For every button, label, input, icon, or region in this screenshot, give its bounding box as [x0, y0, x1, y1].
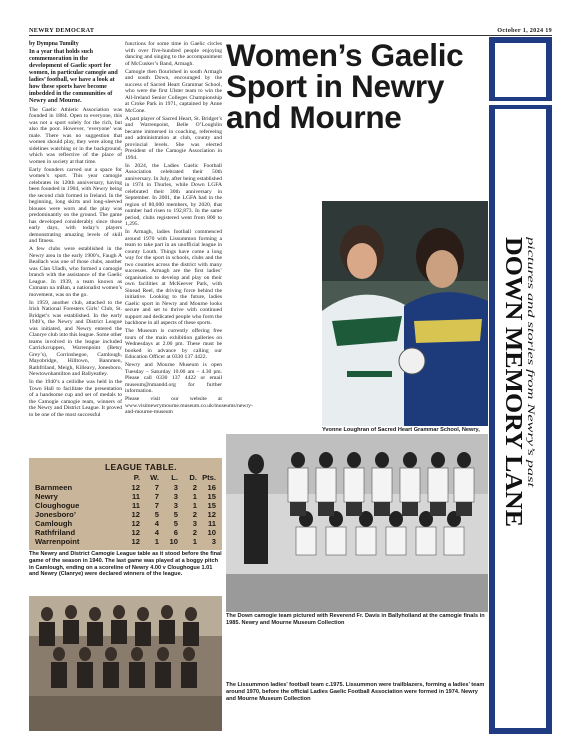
table-row: Rathfriland 12 4 6 2 10: [35, 528, 216, 537]
paragraph: Early founders carved out a space for women’s sport. This year camogie celebrates its 120th anniversary, having been founded in 1904, with Newry being the second club formed in Ireland. In the beginning, long skirts and long-sleeved blouses were worn and the play was predominantly on the ground. The game has developed considerably since those early days, with today’s players demonstrating amazing levels of skill and fitness.: [29, 166, 122, 244]
paragraph: Camogie then flourished in south Armagh and south Down, encouraged by the success of Sacred Heart Grammar School, who were the first Ulster team to win the All-Ireland Senior Colleges Championship at Croke Park in 1971, captained by Anne McCone.: [125, 68, 222, 114]
table-row: Barnmeen 12 7 3 2 16: [35, 483, 216, 492]
sidebar-title: DOWN MEMORY LANE: [500, 237, 526, 506]
headline: Women’s Gaelic Sport in Newry and Mourne: [226, 37, 464, 135]
article-column-1: [29, 41, 122, 420]
table-row: Newry 11 7 3 1 15: [35, 492, 216, 501]
publication-name: NEWRY DEMOCRAT: [29, 27, 95, 34]
sidebar-title-svg: [492, 237, 552, 537]
header-points: Pts.: [202, 473, 216, 482]
header-drawn: D.: [189, 473, 197, 482]
football-caption: Yvonne Loughran of Sacred Heart Grammar School, Newry,: [322, 427, 480, 433]
table-row: Camlough 12 4 5 3 11: [35, 519, 216, 528]
football-photo-image: [322, 201, 488, 426]
paragraph: In 2024, the Ladies Gaelic Football Association celebrated their 50th anniversary. In July, after being established in 1974 in Thurles, while Down LGFA celebrated their 30th anniversary in September. In 2001, the LGFA had in the region of 80,000 members, by 2020, that number had risen to 192,873. In the same period, clubs registered went from 800 to 1,295.: [125, 162, 222, 227]
paragraph: A few clubs were established in the Newry area in the early 1900’s, Faugh A Beallach was one of those clubs, another was Clan Uladh, who formed a camogie branch with the assistance of the Gaelic League. In 1939, a team known as Cumann na mBan, a nationalist women’s movement, was on the go.: [29, 246, 122, 298]
league-table-header: [35, 473, 216, 482]
down-team-caption: The Down camogie team pictured with Reverend Fr. Davis in Ballyholland at the camogie finals in 1985. Newry and Mourne Museum Collection: [226, 613, 485, 626]
football-photo: [322, 201, 488, 426]
lissummon-caption: The Lissummon ladies’ football team c.1975. Lissummon were trailblazers, forming a ladies’ team around 1970, before the official Ladies Gaelic Football Association were formed in 1974. Newry and Mourne Museum Collection: [226, 682, 485, 702]
league-table-caption: The Newry and District Camogie League table as it stood before the final game of the season in 1940. The last game was played at a boggy pitch in Camlough, ending on a scoreline of Newry 4.00 v Cloughogue 1.01 and Newry (Clanrye) were declared winners of the league.: [29, 551, 222, 578]
paragraph: In the 1940’s a ceilidhe was held in the Town Hall to facilitate the presentation of a handsome cup and set of medals to the Camogie camogie team, winners of the Newry and District League. It proved to be one of the most successful: [29, 379, 122, 418]
header-rule: [29, 35, 552, 36]
team-photo-sepia-image: [29, 596, 222, 731]
league-table-clipping: [29, 458, 222, 550]
header-won: W.: [150, 473, 159, 482]
paragraph: In Armagh, ladies football commenced around 1970 with Lissummon forming a team to take part in an unofficial league in county Louth. Things have come a long way for the sport in schools, clubs and the two counties across the district with many successes. Armagh are the first ladies’ organisation to develop and play on their own facilities at McKeever Park, with Sinead Reel, the driving force behind the initiative. Looking to the future, ladies Gaelic sport in Newry and Mourne looks secure and set to thrive with continued support and dedicated people who form the backbone in all aspects of these sports.: [125, 229, 222, 326]
lede: In a year that holds such commemoration in the development of Gaelic sport for women, in particular camogie and ladies’ football, we have a look at how these sports have become imbedded in the communities of Newry and Mourne.: [29, 49, 118, 104]
header-lost: L.: [171, 473, 178, 482]
down-memory-lane-sidebar: [489, 37, 552, 734]
issue-date: October 1, 2024 19: [497, 27, 552, 34]
down-team-photo-image: [226, 434, 488, 612]
sidebar-subtitle: pictures and stories from Newry’s past: [526, 237, 536, 375]
paragraph: A past player of Sacred Heart, St. Bridget’s and Warrenpoint, Belle O’Loughlin became immersed in coaching, refereeing and administration at club, county and provincial levels. She was elected President of the Camogie Association in 1994.: [125, 115, 222, 161]
paragraph: In 1959, another club, attached to the Irish National Foresters Girls’ Club, St. Bridget’s was established. In the early 1940’s, the Newry and District League was initiated, and Newry entered the Clanrye club into this league. Some other teams involved in the league included Carrickcruppen, Warrenpoint (Betsy Grey’s), Corrinshegoe, Camlough, Mayobridge, Hilltown, Bannmen, Rathfriland, Meigh, Killeavy, Jonesboro, Newtownhamilton and Ballyeatley.: [29, 299, 122, 377]
down-team-photo: [226, 434, 488, 612]
byline: by Dympna Tumilty: [29, 41, 79, 47]
paragraph: The Museum is currently offering free tours of the main exhibition galleries on Wednesdays at 2.00 pm. These must be booked in advance by calling our Education Officer at 0330 137 4422.: [125, 328, 222, 360]
page-header: [29, 26, 552, 35]
table-row: Warrenpoint 12 1 10 1 3: [35, 537, 216, 546]
paragraph: The Gaelic Athletic Association was founded in 1884. Open to everyone, this was not a sport solely for the rich, but also the poor. However, ‘everyone’ was male. There was no suggestion that women should play, they were along the sidelines watching or in the background, which was reflective of the place of women in society at that time.: [29, 106, 122, 165]
paragraph: Newry and Mourne Museum is open Tuesday – Saturday 10.00 am – 4.30 pm. Please call 0330 137 4422 or email museum@nmandd.org for further information.: [125, 362, 222, 394]
league-table-title: LEAGUE TABLE.: [105, 462, 177, 472]
sidebar-stripe: [489, 97, 552, 109]
table-row: Jonesboro’ 12 5 5 2 12: [35, 510, 216, 519]
header-played: P.: [133, 473, 140, 482]
sidebar-text: [492, 237, 552, 537]
paragraph: Please visit our website at www.visitnewrymourne.museum.co.uk/museums/newry-and-mourne-museum: [125, 396, 253, 415]
table-row: Cloughogue 11 7 3 1 15: [35, 501, 216, 510]
team-photo-sepia: [29, 596, 222, 731]
paragraph: functions for some time in Gaelic circles with over five-hundred people enjoying dancing and singing to the accompaniment of McCusker’s Band, Armagh.: [125, 41, 222, 67]
article-column-2: [125, 41, 253, 417]
league-table: [35, 462, 216, 546]
